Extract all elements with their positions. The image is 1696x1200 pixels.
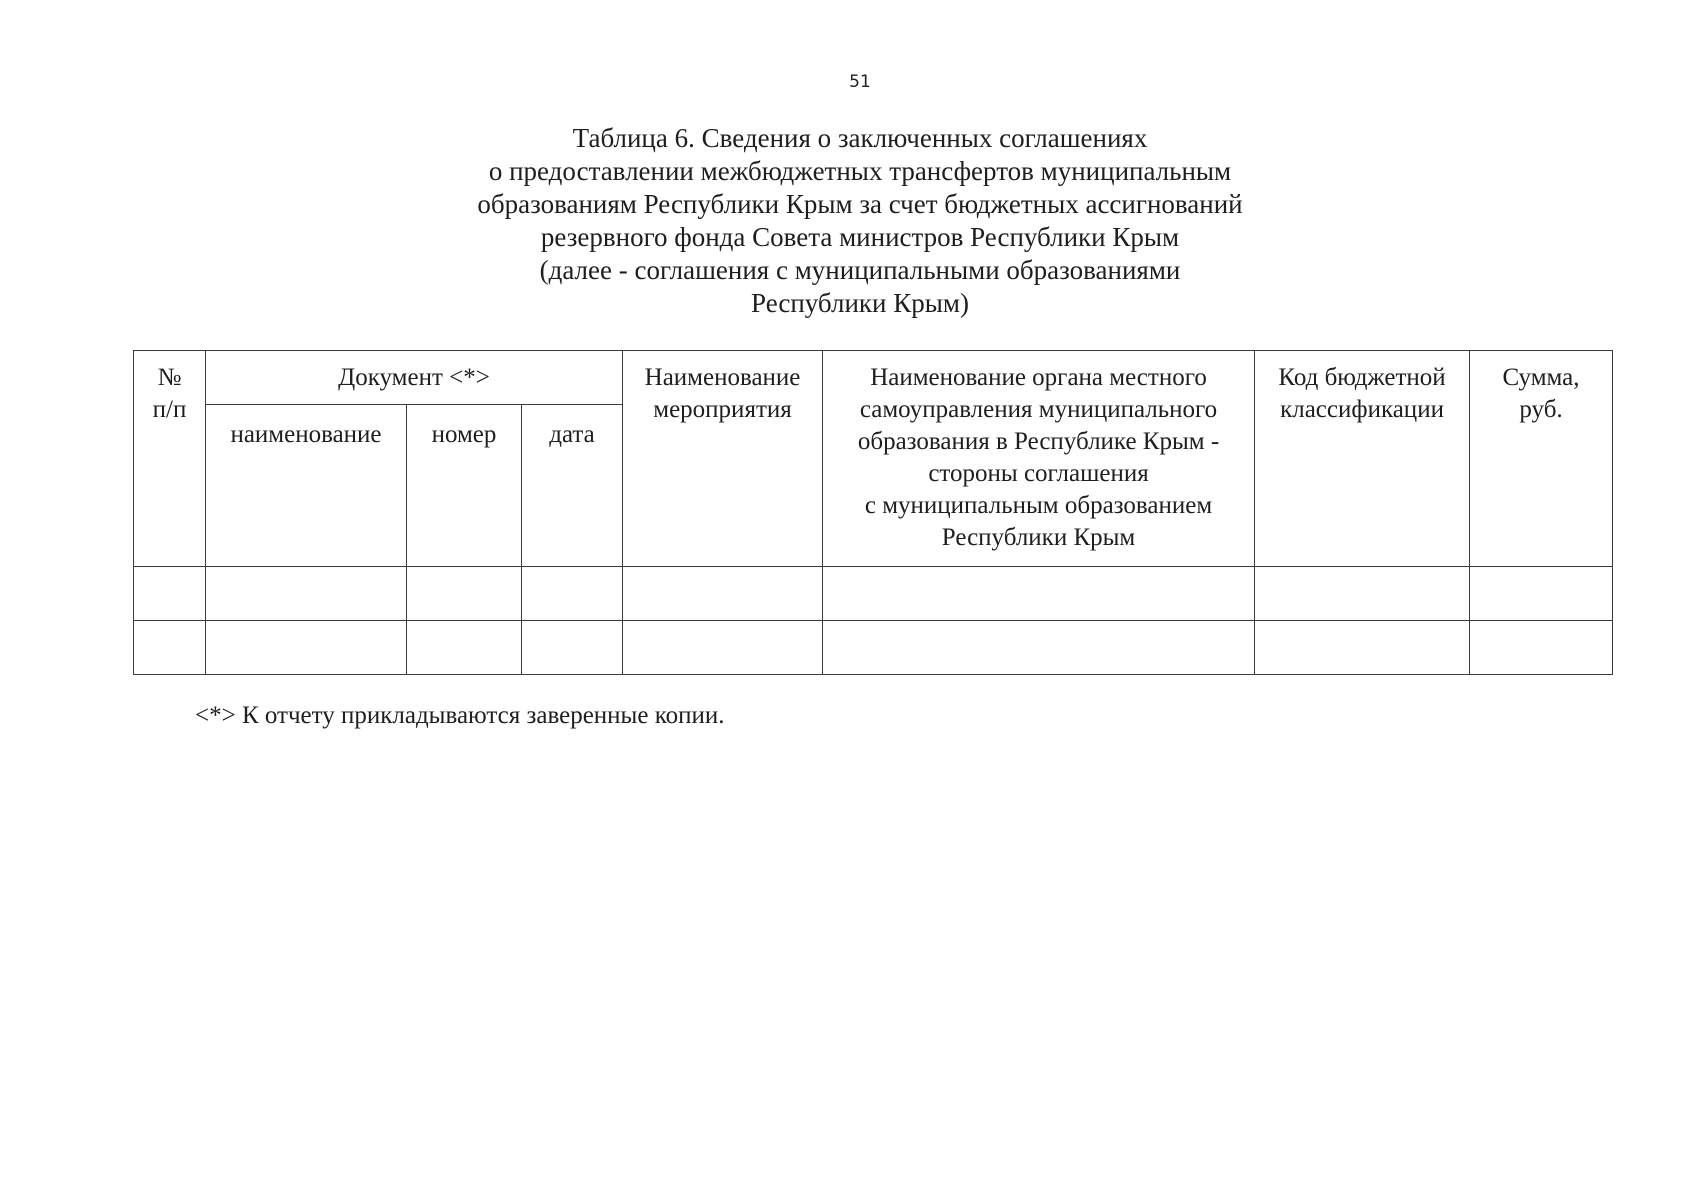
table-cell <box>1255 621 1470 675</box>
title-line: Республики Крым) <box>751 288 969 318</box>
table-cell <box>823 567 1255 621</box>
header-cell-doc-number <box>407 405 522 567</box>
table-cell <box>206 621 407 675</box>
header-text: Наименование <box>644 364 801 391</box>
header-text: образования в Республике Крым - <box>857 428 1220 455</box>
header-text: Республики Крым <box>941 524 1136 551</box>
table-cell <box>623 567 823 621</box>
report-table <box>133 350 1613 675</box>
title-line: о предоставлении межбюджетных трансфертов муниципальным <box>488 156 1232 186</box>
header-cell-event <box>623 351 823 567</box>
table-title <box>300 122 1420 320</box>
header-text: наименование <box>230 421 382 448</box>
header-text: Наименование органа местного <box>870 364 1207 391</box>
table-cell <box>1255 567 1470 621</box>
table-cell <box>407 621 522 675</box>
header-text: Документ <*> <box>338 364 490 391</box>
header-row-top <box>134 351 1613 405</box>
table-cell <box>522 567 623 621</box>
footnote: <*> К отчету прикладываются заверенные копии. <box>195 702 725 729</box>
header-text: стороны соглашения <box>928 460 1149 487</box>
table-cell <box>623 621 823 675</box>
header-text: Код бюджетной <box>1278 364 1446 391</box>
title-line: Таблица 6. Сведения о заключенных соглашениях <box>572 123 1148 153</box>
table-row <box>134 621 1613 675</box>
title-line: (далее - соглашения с муниципальными образованиями <box>539 255 1181 285</box>
title-line: образованиям Республики Крым за счет бюджетных ассигнований <box>477 189 1243 219</box>
header-text: Сумма, <box>1502 364 1580 391</box>
header-cell-authority <box>823 351 1255 567</box>
header-text: номер <box>431 421 497 448</box>
header-cell-number <box>134 351 206 567</box>
title-line: резервного фонда Совета министров Республики Крым <box>540 222 1180 252</box>
header-cell-amount <box>1470 351 1613 567</box>
table-cell <box>1470 621 1613 675</box>
header-cell-budget-code <box>1255 351 1470 567</box>
header-cell-document <box>206 351 623 405</box>
header-text: с муниципальным образованием <box>864 492 1213 519</box>
header-text: мероприятия <box>653 396 792 423</box>
table-cell <box>1470 567 1613 621</box>
table-cell <box>823 621 1255 675</box>
table-cell <box>522 621 623 675</box>
header-text: п/п <box>152 396 187 423</box>
header-text: самоуправления муниципального <box>859 396 1218 423</box>
page-number: 51 <box>849 72 871 92</box>
header-text: дата <box>549 421 595 448</box>
table-cell <box>206 567 407 621</box>
table-cell <box>407 567 522 621</box>
header-text: руб. <box>1519 396 1563 423</box>
header-text: классификации <box>1280 396 1444 423</box>
header-cell-doc-date <box>522 405 623 567</box>
table-row <box>134 567 1613 621</box>
header-cell-doc-name <box>206 405 407 567</box>
table-cell <box>134 621 206 675</box>
table-cell <box>134 567 206 621</box>
header-text: № <box>157 364 182 391</box>
